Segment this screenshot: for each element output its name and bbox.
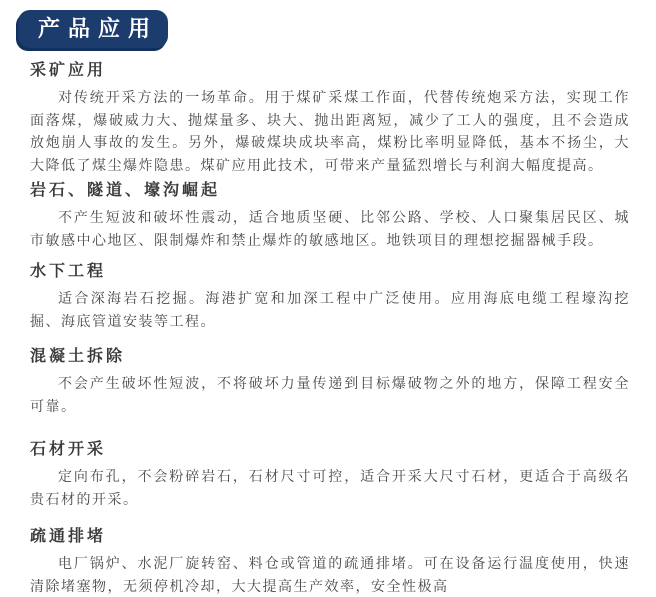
section-body-concrete-demolition: 不会产生破坏性短波，不将破坏力量传递到目标爆破物之外的地方，保障工程安全可靠。 — [30, 375, 630, 414]
section-body-dredging-unblocking: 电厂锅炉、水泥厂旋转窑、料仓或管道的疏通排堵。可在设备运行温度使用，快速清除堵塞物，无须停机冷却，大大提高生产效率，安全性极高 — [30, 555, 630, 594]
section-concrete-demolition — [30, 346, 630, 417]
section-rock-tunnel-trench — [30, 180, 630, 251]
section-body-rock-tunnel-trench: 不产生短波和破坏性震动，适合地质坚硬、比邻公路、学校、人口聚集居民区、城市敏感中心地区、限制爆炸和禁止爆炸的敏感地区。地铁项目的理想挖掘器械手段。 — [30, 209, 630, 248]
section-body-stone-quarrying: 定向布孔，不会粉碎岩石，石材尺寸可控，适合开采大尺寸石材，更适合于高级名贵石材的开采。 — [30, 468, 630, 507]
page-title-badge — [18, 10, 168, 48]
section-heading-concrete-demolition: 混凝土拆除 — [30, 348, 126, 365]
section-heading-stone-quarrying: 石材开采 — [30, 441, 107, 458]
page-title: 产品应用 — [38, 16, 159, 41]
section-dredging-unblocking — [30, 526, 630, 597]
section-heading-rock-tunnel-trench: 岩石、隧道、壕沟崛起 — [30, 182, 221, 199]
section-underwater-engineering — [30, 261, 630, 332]
section-body-underwater-engineering: 适合深海岩石挖掘。海港扩宽和加深工程中广泛使用。应用海底电缆工程壕沟挖掘、海底管道安装等工程。 — [30, 290, 630, 329]
sections-container — [30, 60, 630, 597]
section-body-mining: 对传统开采方法的一场革命。用于煤矿采煤工作面，代替传统炮采方法，实现工作面落煤，爆破威力大、抛煤量多、块大、抛出距离短，减少了工人的强度，且不会造成放炮崩人事故的发生。另外，爆破煤块成块率高，煤粉比率明显降低，基本不扬尘，大大降低了煤尘爆炸隐患。煤矿应用此技术，可带来产量猛烈增长与利润大幅度提高。 — [30, 89, 630, 173]
section-heading-dredging-unblocking: 疏通排堵 — [30, 528, 107, 545]
section-heading-mining: 采矿应用 — [30, 62, 107, 79]
section-mining — [30, 60, 630, 176]
section-heading-underwater-engineering: 水下工程 — [30, 263, 107, 280]
section-stone-quarrying — [30, 439, 630, 510]
